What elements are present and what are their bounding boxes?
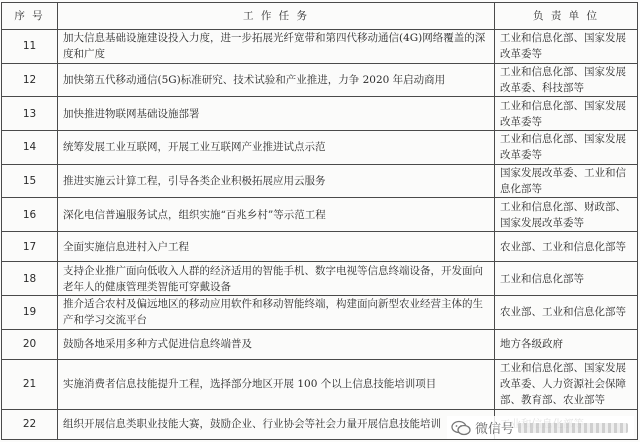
row-department: 工业和信息化部、国家发展改革委、人力资源社会保障部、教育部、农业部等 — [495, 359, 638, 409]
row-task: 深化电信普遍服务试点，组织实施“百兆乡村”等示范工程 — [58, 198, 495, 232]
row-task: 推进实施云计算工程，引导各类企业积极拓展应用云服务 — [58, 164, 495, 198]
header-num: 序 号 — [2, 3, 58, 30]
row-task: 推介适合农村及偏远地区的移动应用软件和移动智能终端，构建面向新型农业经营主体的生产和学习交流平台 — [58, 295, 495, 329]
table-body — [2, 30, 638, 440]
row-number: 22 — [2, 409, 58, 439]
row-task: 组织开展信息类职业技能大赛，鼓励企业、行业协会等社会力量开展信息技能培训 — [58, 409, 495, 439]
row-number: 15 — [2, 164, 58, 198]
row-number: 19 — [2, 295, 58, 329]
table-row — [2, 329, 638, 359]
row-department: 工业和信息化部、财政部、国家发展改革委等 — [495, 198, 638, 232]
wechat-icon — [451, 420, 471, 436]
table-row — [2, 232, 638, 262]
table-row — [2, 30, 638, 64]
row-department: 工业和信息化部等 — [495, 262, 638, 296]
row-number: 17 — [2, 232, 58, 262]
row-department: 工业和信息化部、国家发展改革委、科技部等 — [495, 63, 638, 97]
header-task: 工 作 任 务 — [58, 3, 495, 30]
table-row — [2, 131, 638, 165]
row-number: 18 — [2, 262, 58, 296]
row-task: 加快推进物联网基础设施部署 — [58, 97, 495, 131]
table-row — [2, 359, 638, 409]
row-department: 工业和信息化部、国家发展改革委等 — [495, 30, 638, 64]
watermark-label: 微信号 — [474, 422, 514, 437]
table-row — [2, 164, 638, 198]
wechat-watermark — [447, 416, 634, 439]
row-department: 工业和信息化部、国家发展改革委等 — [495, 131, 638, 165]
table-row — [2, 97, 638, 131]
header-dept: 负 责 单 位 — [495, 3, 638, 30]
row-task: 实施消费者信息技能提升工程，选择部分地区开展 100 个以上信息技能培训项目 — [58, 359, 495, 409]
row-department: 农业部、工业和信息化部等 — [495, 295, 638, 329]
row-task: 全面实施信息进村入户工程 — [58, 232, 495, 262]
row-task: 统筹发展工业互联网，开展工业互联网产业推进试点示范 — [58, 131, 495, 165]
row-number: 21 — [2, 359, 58, 409]
row-number: 16 — [2, 198, 58, 232]
table-row — [2, 198, 638, 232]
watermark-blurred-id — [518, 423, 628, 433]
table-header-row — [2, 3, 638, 30]
row-number: 13 — [2, 97, 58, 131]
row-number: 14 — [2, 131, 58, 165]
row-task: 支持企业推广面向低收入人群的经济适用的智能手机、数字电视等信息终端设备，开发面向老年人的健康管理类智能可穿戴设备 — [58, 262, 495, 296]
row-number: 11 — [2, 30, 58, 64]
row-task: 鼓励各地采用多种方式促进信息终端普及 — [58, 329, 495, 359]
row-department: 农业部、工业和信息化部等 — [495, 232, 638, 262]
row-task: 加大信息基础设施建设投入力度，进一步拓展光纤宽带和第四代移动通信(4G)网络覆盖的深度和广度 — [58, 30, 495, 64]
row-department: 工业和信息化部、国家发展改革委等 — [495, 97, 638, 131]
row-number: 20 — [2, 329, 58, 359]
row-department: 国家发展改革委、工业和信息化部等 — [495, 164, 638, 198]
table-row — [2, 295, 638, 329]
table-row — [2, 63, 638, 97]
row-task: 加快第五代移动通信(5G)标准研究、技术试验和产业推进，力争 2020 年启动商用 — [58, 63, 495, 97]
task-table — [1, 2, 638, 440]
row-number: 12 — [2, 63, 58, 97]
table-row — [2, 262, 638, 296]
row-department: 地方各级政府 — [495, 329, 638, 359]
